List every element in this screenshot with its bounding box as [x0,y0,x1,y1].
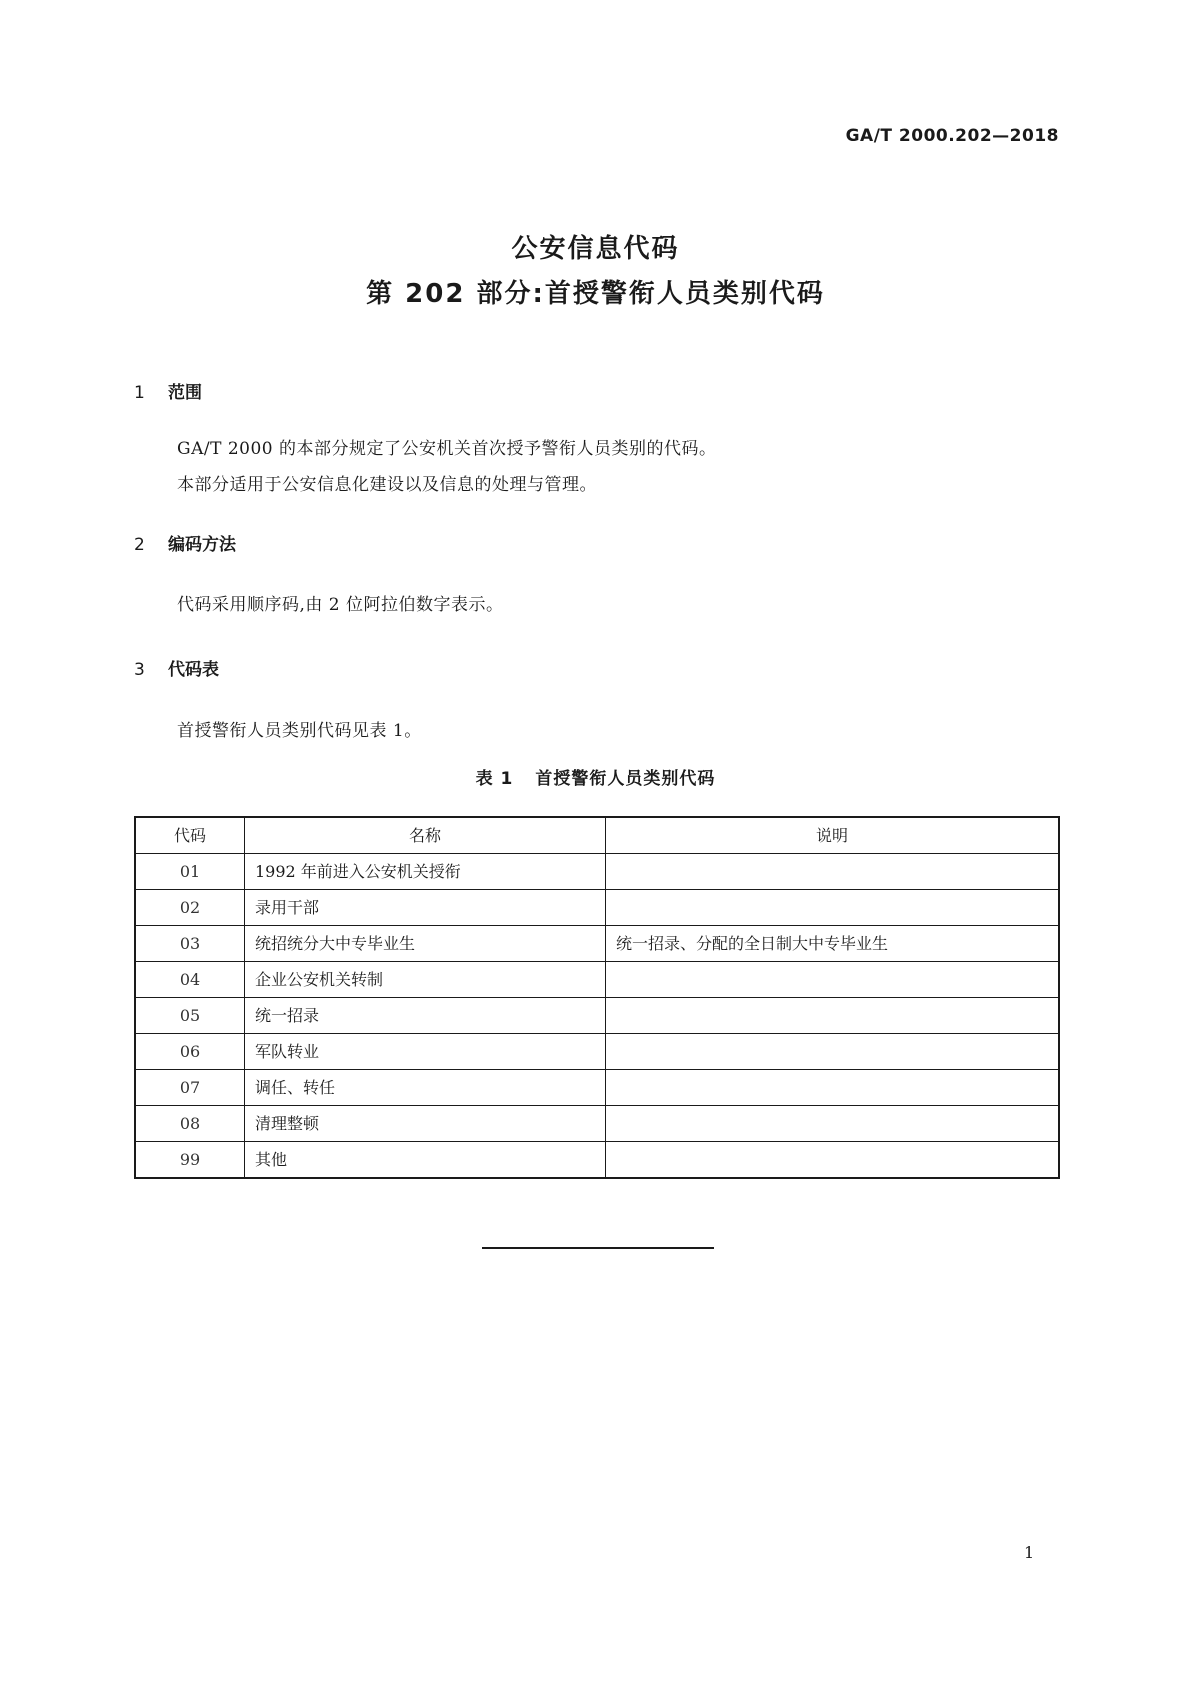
section-title: 代码表 [168,660,219,680]
cell-name: 1992 年前进入公安机关授衔 [245,854,606,890]
cell-code: 99 [135,1142,245,1179]
cell-note [606,1142,1060,1179]
table-row [135,1034,1059,1070]
table-row [135,998,1059,1034]
section-title: 范围 [168,383,202,403]
cell-code: 05 [135,998,245,1034]
table-caption-label: 表 1 [475,769,514,789]
column-header-name: 名称 [245,817,606,854]
cell-note [606,854,1060,890]
table-row [135,962,1059,998]
cell-name: 清理整顿 [245,1106,606,1142]
section-heading-scope [134,385,202,402]
cell-code: 08 [135,1106,245,1142]
cell-note [606,890,1060,926]
table-row [135,1142,1059,1179]
paragraph: 代码采用顺序码,由 2 位阿拉伯数字表示。 [177,595,504,615]
cell-note [606,962,1060,998]
section-number: 1 [134,383,145,403]
cell-name: 调任、转任 [245,1070,606,1106]
cell-name: 军队转业 [245,1034,606,1070]
cell-name: 统一招录 [245,998,606,1034]
column-header-code: 代码 [135,817,245,854]
code-table [134,816,1060,1179]
section-title: 编码方法 [168,535,236,555]
document-title: 公安信息代码 [511,234,680,264]
cell-code: 07 [135,1070,245,1106]
cell-name: 录用干部 [245,890,606,926]
section-heading-coding-method [134,537,236,554]
paragraph: GA/T 2000 的本部分规定了公安机关首次授予警衔人员类别的代码。 [177,439,717,459]
table-row [135,926,1059,962]
document-subtitle: 第 202 部分:首授警衔人员类别代码 [366,279,825,309]
column-header-note: 说明 [606,817,1060,854]
cell-note [606,1070,1060,1106]
cell-name: 统招统分大中专毕业生 [245,926,606,962]
cell-code: 04 [135,962,245,998]
standard-code: GA/T 2000.202—2018 [845,126,1059,146]
table-header-row [135,817,1059,854]
table-caption [0,771,1191,788]
section-number: 2 [134,535,145,555]
table-row [135,1106,1059,1142]
cell-name: 其他 [245,1142,606,1179]
cell-code: 02 [135,890,245,926]
cell-note: 统一招录、分配的全日制大中专毕业生 [606,926,1060,962]
cell-note [606,1034,1060,1070]
table-row [135,854,1059,890]
cell-code: 03 [135,926,245,962]
cell-name: 企业公安机关转制 [245,962,606,998]
section-heading-code-table [134,662,219,679]
cell-note [606,998,1060,1034]
section-number: 3 [134,660,145,680]
end-of-document-rule [482,1247,714,1249]
paragraph: 首授警衔人员类别代码见表 1。 [177,721,422,741]
table-caption-title: 首授警衔人员类别代码 [535,769,716,789]
page-number: 1 [1024,1543,1035,1562]
table-row [135,1070,1059,1106]
table-row [135,890,1059,926]
cell-note [606,1106,1060,1142]
cell-code: 06 [135,1034,245,1070]
paragraph: 本部分适用于公安信息化建设以及信息的处理与管理。 [177,475,597,495]
cell-code: 01 [135,854,245,890]
